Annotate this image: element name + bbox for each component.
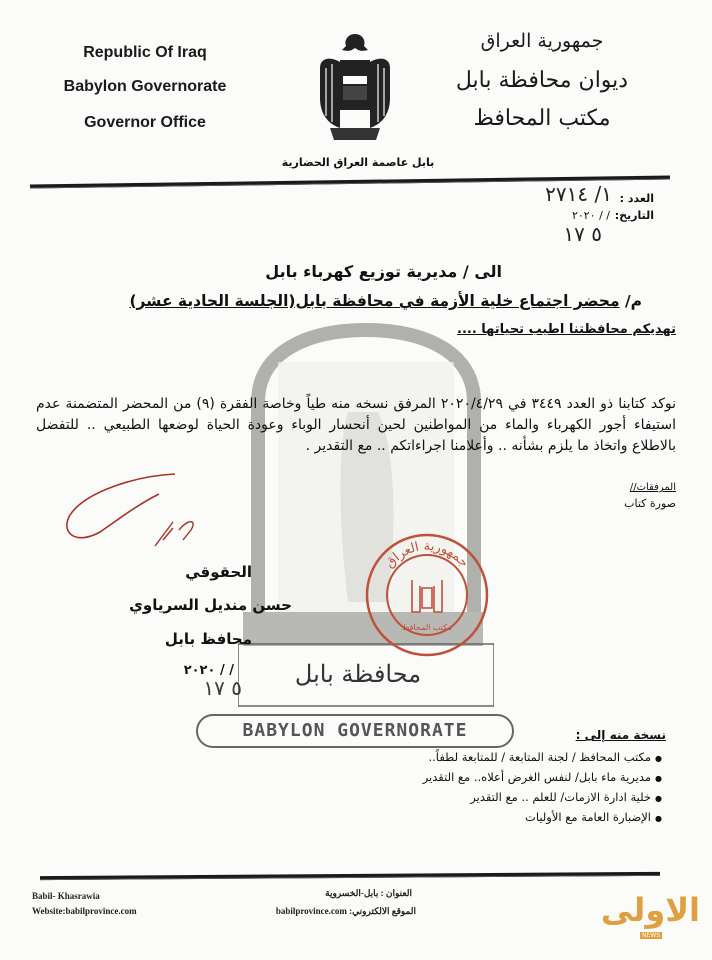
letterhead-arabic-line-3: مكتب المحافظ (473, 106, 611, 131)
stamp-outer-text: جمهورية العراق (382, 538, 472, 572)
reference-number-value: ١/ ٢٧١٤ (545, 182, 612, 206)
attachments-value: صورة كتاب (624, 497, 676, 510)
reference-date-label: التاريخ: (614, 209, 654, 222)
signatory-title: الحقوقي (185, 563, 252, 581)
letterhead-english-line-1: Republic Of Iraq (83, 44, 207, 61)
signatory-position: محافظ بابل (164, 630, 252, 648)
stamp-inner-text: مكتب المحافظ (402, 623, 452, 632)
official-stamp (362, 530, 492, 660)
signature-icon (55, 470, 205, 560)
logo-sub: NEWS (642, 932, 661, 939)
subject-prefix: م/ (624, 292, 642, 310)
footer-address-ar: العنوان : بابل-الخسروية (325, 888, 412, 898)
reference-date-value: / / ٢٠٢٠ (571, 209, 610, 222)
footer-website-ar: الموقع الالكتروني: babilprovince.com (275, 906, 416, 916)
letter-addressee: الى / مديرية توزيع كهرباء بابل (265, 262, 502, 281)
emblem-caption: بابل عاصمة العراق الحضارية (281, 156, 435, 169)
copies-heading: نسخة منه إلى : (575, 728, 666, 742)
copies-item: ● الإضبارة العامة مع الأوليات (362, 808, 662, 828)
footer-address-en: Babil- Khasrawia (32, 891, 100, 901)
iraq-eagle-emblem-icon (310, 28, 400, 148)
logo-text: الاولى (600, 891, 700, 929)
alawla-news-logo-icon (600, 890, 700, 942)
letter-body: نوكد كتابنا ذو العدد ٣٤٤٩ في ٢٠٢٠/٤/٢٩ المرفق نسخه منه طياً وخاصة الفقرة (٩) من المحضر المتضمنة عدم استيفاء أجور الكهرباء والماء من المواطنين لحين أنحسار الوباء وعودة الحياة لوضعها الطبيعي .. للتفضل بالاطلاع واتخاذ ما يلزم بشأنه .. وأعلامنا اجراءاتكم .. مع التقدير . (36, 396, 676, 454)
copies-item: ● مكتب المحافظ / لجنة المتابعة / للمتابعة لطفاً.. (362, 748, 662, 768)
watermark-arabic-title: محافظة بابل (294, 660, 422, 688)
letterhead-english-line-3: Governor Office (84, 114, 206, 131)
reference-number-label: العدد : (619, 192, 654, 205)
subject-text: محضر اجتماع خلية الأزمة في محافظة بابل(الجلسة الحادية عشر) (129, 292, 620, 310)
watermark-english-title: BABYLON GOVERNORATE (196, 714, 514, 748)
letterhead-english-line-2: Babylon Governorate (63, 78, 227, 95)
letterhead-arabic-line-2: ديوان محافظة بابل (455, 68, 629, 93)
attachments-label: المرفقات// (629, 482, 676, 493)
copies-item: ● مديرية ماء بابل/ لنفس الغرض أعلاه.. مع التقدير (362, 768, 662, 788)
letter-greeting: تهديكم محافظتنا اطيب تحياتها .... (457, 322, 676, 337)
signatory-name: حسن منديل السرياوي (129, 596, 292, 614)
signatory-date: / / ٢٠٢٠ (183, 663, 234, 678)
footer-website-en: Website:babilprovince.com (32, 906, 137, 916)
letterhead-arabic-line-1: جمهورية العراق (480, 30, 604, 52)
copies-list (362, 748, 662, 828)
footer-divider (40, 872, 660, 880)
signatory-date-handwritten: ٥ ١٧ (203, 676, 242, 700)
copies-item: ● خلية ادارة الازمات/ للعلم .. مع التقدير (362, 788, 662, 808)
letter-subject (129, 292, 642, 310)
reference-date-handwritten: ٥ ١٧ (563, 222, 602, 246)
